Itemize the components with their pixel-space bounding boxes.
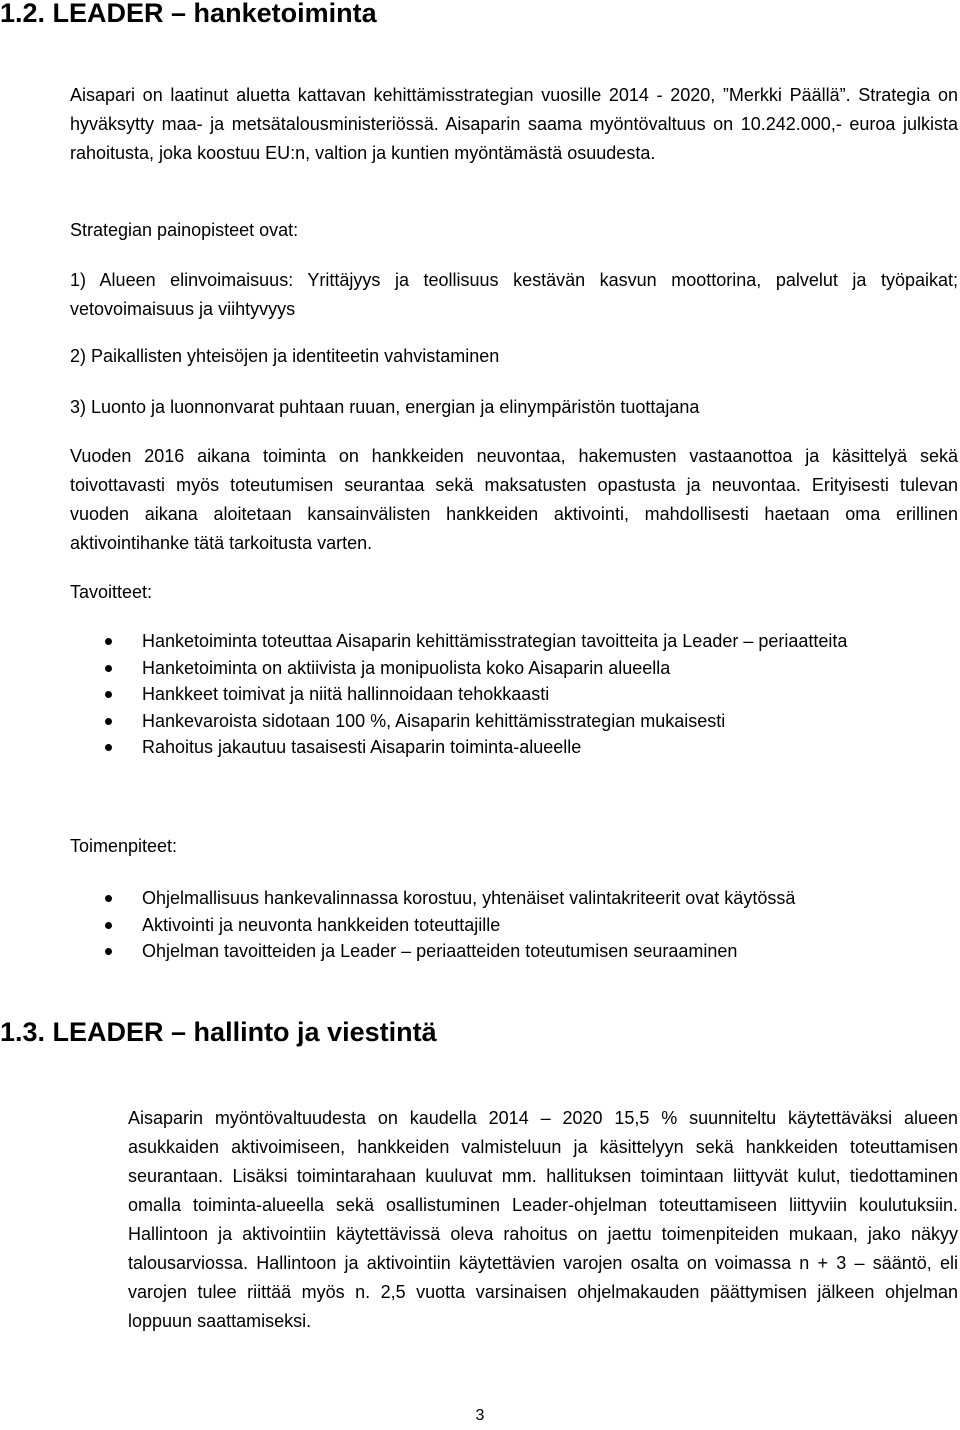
actions-list <box>70 885 910 965</box>
goal-text: Hankevaroista sidotaan 100 %, Aisaparin kehittämisstrategian mukaisesti <box>142 710 726 731</box>
priority-1: 1) Alueen elinvoimaisuus: Yrittäjyys ja teollisuus kestävän kasvun moottorina, palvelut ja työpaikat; vetovoimaisuus ja viihtyvyys <box>70 270 958 319</box>
list-item <box>70 628 910 655</box>
year-2016-paragraph: Vuoden 2016 aikana toiminta on hankkeiden neuvontaa, hakemusten vastaanottoa ja käsittelyä sekä toivottavasti myös toteutumisen seurantaa sekä maksatusten opastusta ja neuvontaa. Erityisesti tulevan vuoden aikana aloitetaan kansainvälisten hankkeiden aktivointi, mahdollisesti haetaan oma erillinen aktivointihanke tätä tarkoitusta varten. <box>70 446 958 553</box>
bullet-icon <box>105 691 112 698</box>
priority-2: 2) Paikallisten yhteisöjen ja identiteetin vahvistaminen <box>70 346 500 366</box>
section-heading-hanketoiminta: 1.2. LEADER – hanketoiminta <box>0 0 377 28</box>
bullet-icon <box>105 744 112 751</box>
goal-text: Hanketoiminta toteuttaa Aisaparin kehittämisstrategian tavoitteita ja Leader – periaatteita <box>142 631 848 651</box>
bullet-icon <box>105 948 112 955</box>
bullet-icon <box>105 718 112 725</box>
list-item <box>70 655 910 682</box>
bullet-icon <box>105 638 112 645</box>
intro-paragraph: Aisapari on laatinut aluetta kattavan kehittämisstrategian vuosille 2014 - 2020, ”Merkki Päällä”. Strategia on hyväksytty maa- ja metsätalousministeriössä. Aisaparin saama myöntövaltuus on 10.242.000,- euroa julkista rahoitusta, joka koostuu EU:n, valtion ja kuntien myöntämästä osuudesta. <box>70 85 958 163</box>
bullet-icon <box>105 895 112 902</box>
action-text: Ohjelman tavoitteiden ja Leader – periaatteiden toteutumisen seuraaminen <box>142 941 738 961</box>
action-text: Ohjelmallisuus hankevalinnassa korostuu, yhtenäiset valintakriteerit ovat käytössä <box>142 888 796 908</box>
list-item <box>70 938 910 965</box>
bullet-icon <box>105 922 112 929</box>
section-heading-hallinto: 1.3. LEADER – hallinto ja viestintä <box>0 1017 437 1047</box>
action-text: Aktivointi ja neuvonta hankkeiden toteuttajille <box>142 914 501 935</box>
list-item <box>70 885 910 912</box>
hallinto-paragraph: Aisaparin myöntövaltuudesta on kaudella 2014 – 2020 15,5 % suunniteltu käytettäväksi alueen asukkaiden aktivoimiseen, hankkeiden valmisteluun ja käsittelyyn sekä hankkeiden toteuttamisen seurantaan. Lisäksi toimintarahaan kuuluvat mm. hallituksen toimintaan liittyvät kulut, tiedottaminen omalla toiminta-alueella sekä osallistuminen Leader-ohjelman toteuttamiseen liittyviin koulutuksiin. Hallintoon ja aktivointiin käytettävissä oleva rahoitus on jaettu toimenpiteiden mukaan, jako näkyy talousarviossa. Hallintoon ja aktivointiin käytettävien varojen osalta on voimassa n + 3 – sääntö, eli varojen tulee riittää myös n. 2,5 vuotta varsinaisen ohjelmakauden päättymisen jälkeen ohjelman loppuun saattamiseksi. <box>128 1108 958 1331</box>
strategy-label: Strategian painopisteet ovat: <box>70 220 299 240</box>
list-item <box>70 734 910 761</box>
list-item <box>70 708 910 735</box>
list-item <box>70 912 910 939</box>
page-number: 3 <box>475 1407 485 1424</box>
actions-label: Toimenpiteet: <box>70 836 178 856</box>
bullet-icon <box>105 665 112 672</box>
list-item <box>70 681 910 708</box>
goals-label: Tavoitteet: <box>70 582 153 602</box>
goal-text: Hankkeet toimivat ja niitä hallinnoidaan tehokkaasti <box>142 684 550 704</box>
goal-text: Hanketoiminta on aktiivista ja monipuolista koko Aisaparin alueella <box>142 657 671 678</box>
goal-text: Rahoitus jakautuu tasaisesti Aisaparin toiminta-alueelle <box>142 737 582 757</box>
goals-list <box>70 628 910 761</box>
priority-3: 3) Luonto ja luonnonvarat puhtaan ruuan, energian ja elinympäristön tuottajana <box>70 397 700 417</box>
